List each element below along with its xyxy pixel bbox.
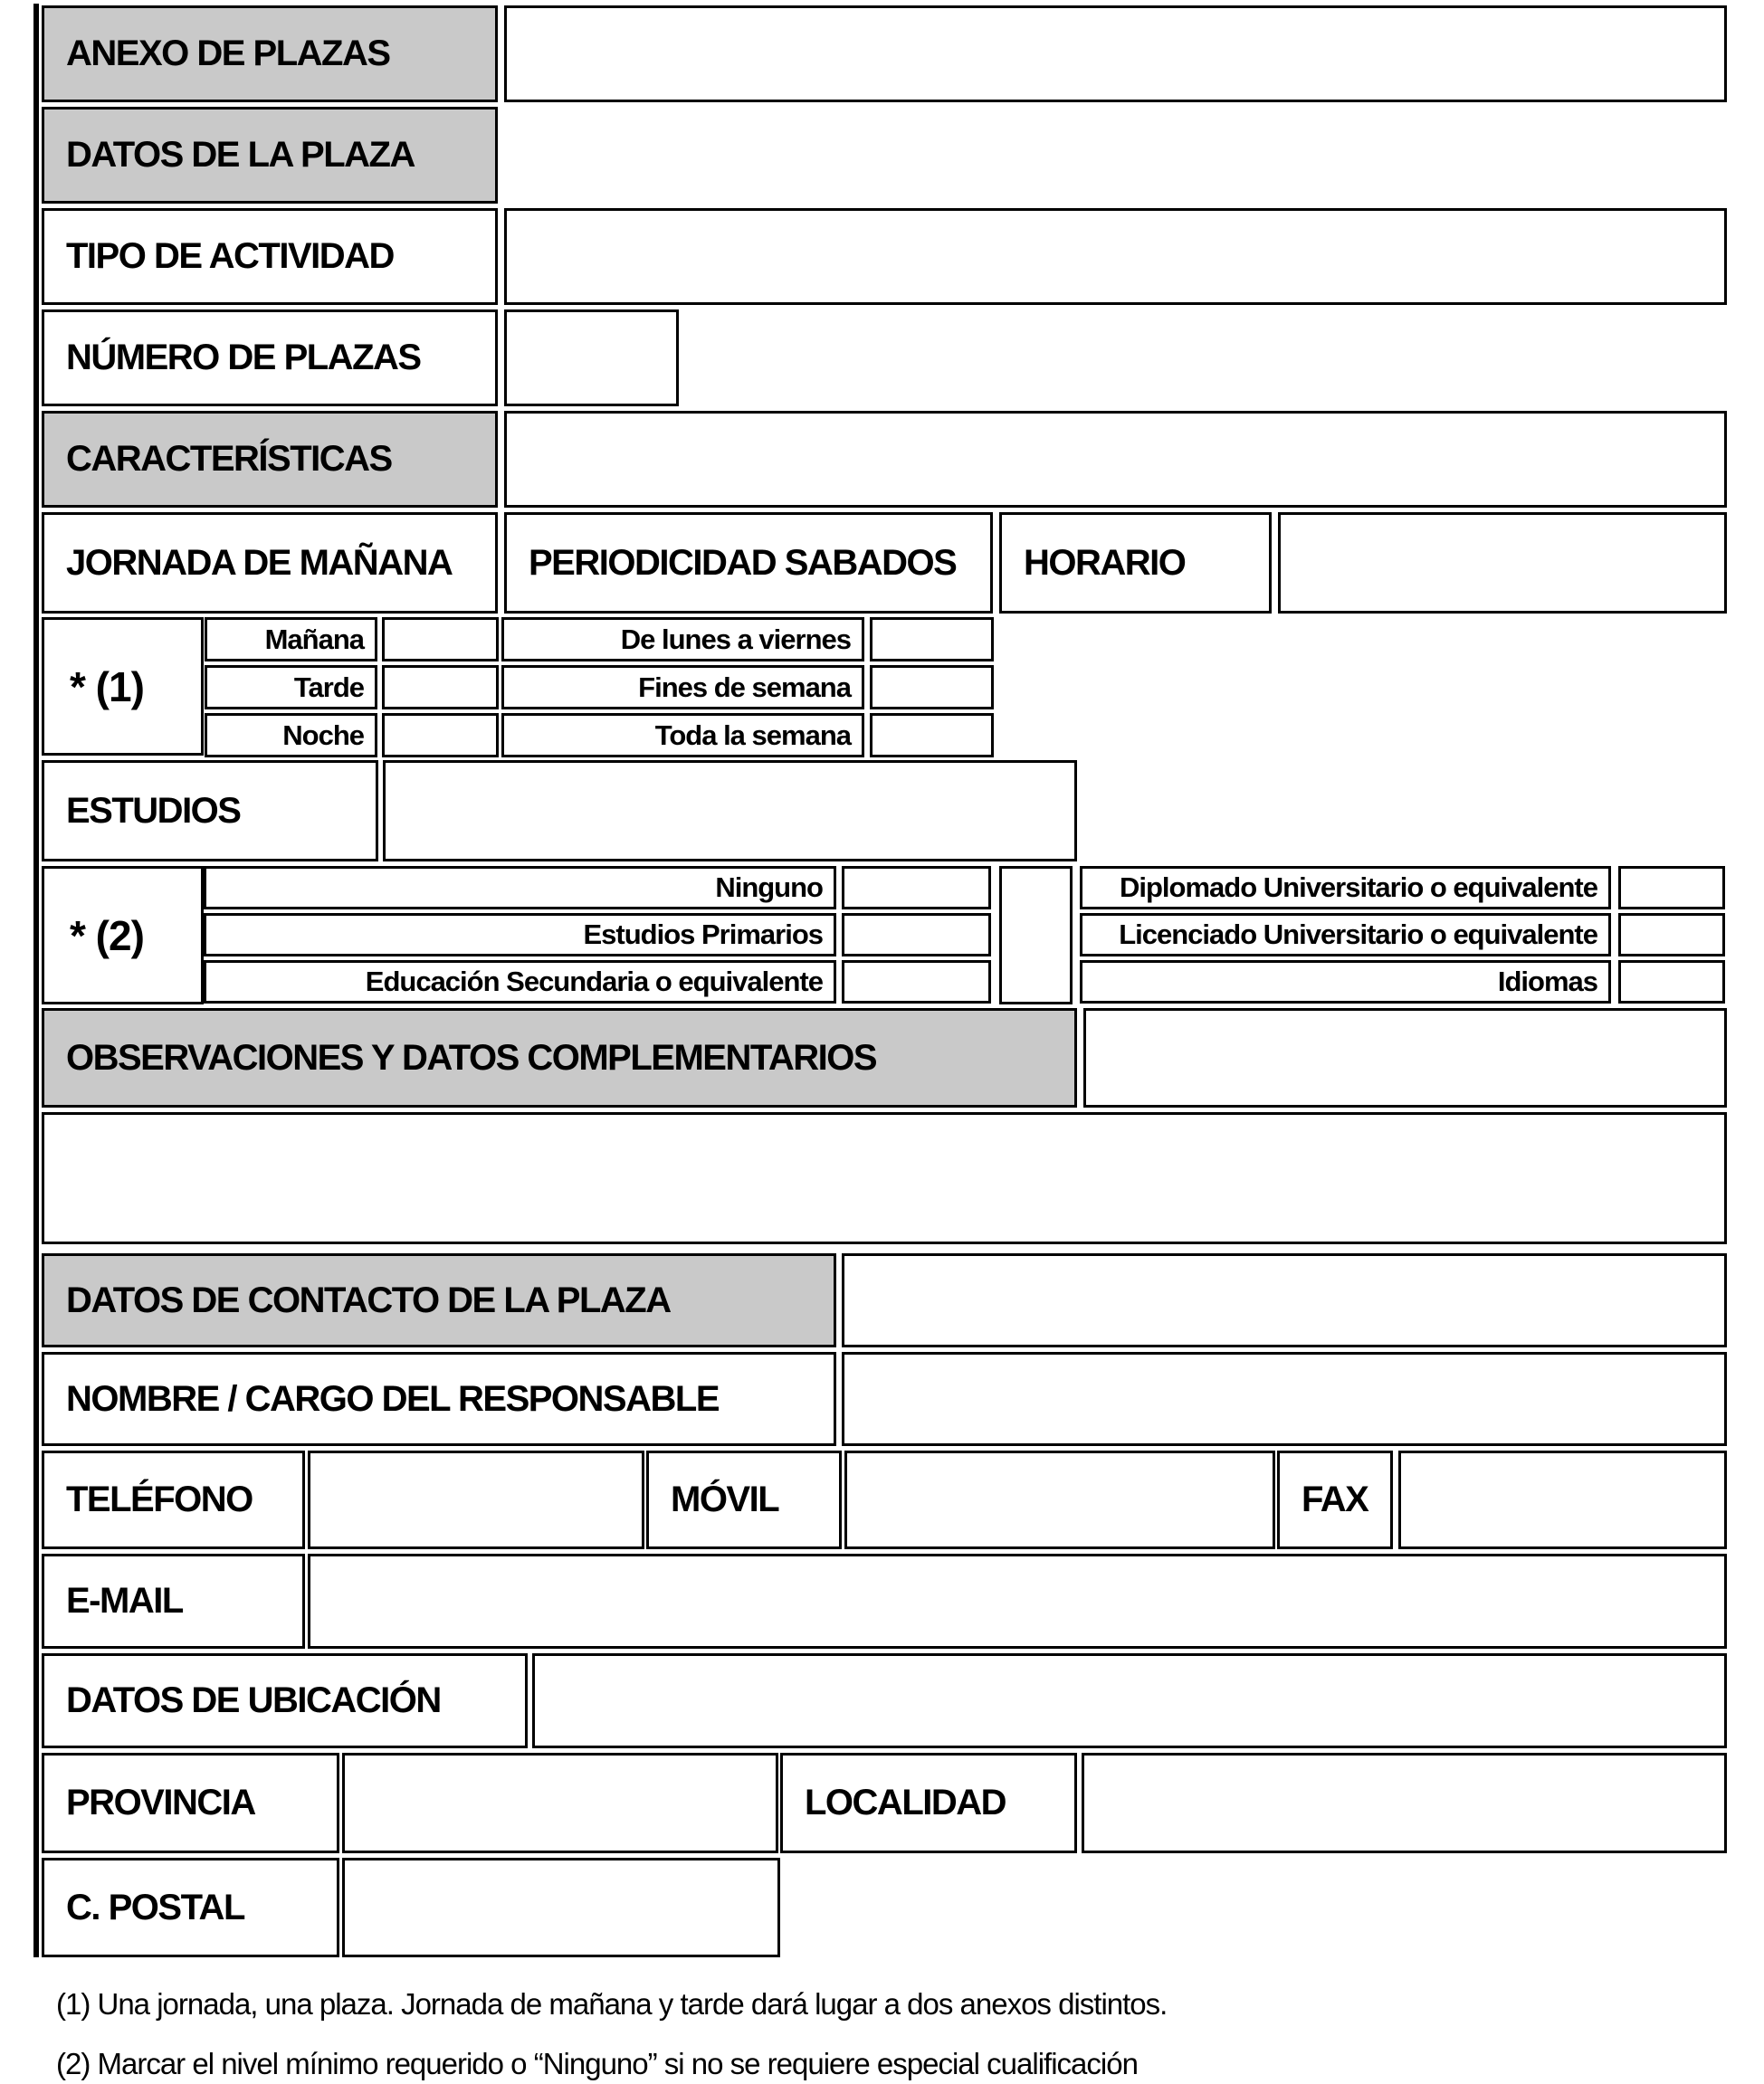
nivel-secundaria-label-cell xyxy=(204,960,836,1004)
fax-field[interactable] xyxy=(1398,1451,1727,1549)
section-header-datos-de-contacto xyxy=(42,1253,836,1347)
telefono-label: TELÉFONO xyxy=(66,1480,253,1519)
movil-label: MÓVIL xyxy=(671,1480,779,1519)
telefono-field[interactable] xyxy=(308,1451,644,1549)
turno-noche-label-cell xyxy=(205,713,377,757)
nivel-diplomado-checkbox[interactable] xyxy=(1618,866,1725,909)
provincia-field[interactable] xyxy=(342,1753,778,1853)
nivel-secundaria-checkbox[interactable] xyxy=(842,960,991,1004)
nivel-secundaria-label: Educación Secundaria o equivalente xyxy=(365,966,823,997)
semana-toda-label: Toda la semana xyxy=(654,718,851,751)
datos-de-ubicacion-field[interactable] xyxy=(532,1653,1727,1748)
semana-lunes-viernes-label: De lunes a viernes xyxy=(620,623,851,655)
footnote-1: (1) Una jornada, una plaza. Jornada de mañana y tarde dará lugar a dos anexos distintos. xyxy=(56,1987,1168,2021)
nivel-licenciado-label-cell xyxy=(1080,913,1611,956)
caracteristicas-label: CARACTERÍSTICAS xyxy=(66,439,392,479)
semana-fines-label: Fines de semana xyxy=(638,671,851,703)
section-header-caracteristicas xyxy=(42,411,498,508)
observaciones-label: OBSERVACIONES Y DATOS COMPLEMENTARIOS xyxy=(66,1037,877,1078)
fax-label: FAX xyxy=(1302,1480,1368,1519)
nivel-primarios-label-cell xyxy=(204,913,836,956)
nombre-cargo-label: NOMBRE / CARGO DEL RESPONSABLE xyxy=(66,1378,719,1419)
periodicidad-sabados-label: PERIODICIDAD SABADOS xyxy=(529,542,957,583)
semana-toda-label-cell xyxy=(501,713,864,757)
estudios-field[interactable] xyxy=(383,760,1077,861)
movil-label-cell xyxy=(646,1451,842,1549)
semana-fines-label-cell xyxy=(501,665,864,709)
ref2-label: * (2) xyxy=(70,911,144,959)
provincia-label-cell xyxy=(42,1753,339,1853)
jornada-de-manana-label-cell xyxy=(42,512,498,614)
observaciones-header-field[interactable] xyxy=(1083,1008,1727,1108)
localidad-label-cell xyxy=(780,1753,1077,1853)
ref2-cell xyxy=(42,866,204,1004)
c-postal-label-cell xyxy=(42,1858,339,1957)
datos-de-contacto-label: DATOS DE CONTACTO DE LA PLAZA xyxy=(66,1280,671,1320)
nivel-primarios-checkbox[interactable] xyxy=(842,913,991,956)
datos-de-la-plaza-label: DATOS DE LA PLAZA xyxy=(66,135,415,175)
c-postal-label: C. POSTAL xyxy=(66,1887,244,1927)
horario-label: HORARIO xyxy=(1024,542,1186,583)
nivel-diplomado-label-cell xyxy=(1080,866,1611,909)
ref1-cell xyxy=(42,617,204,756)
tipo-de-actividad-label: TIPO DE ACTIVIDAD xyxy=(66,236,394,276)
anexo-de-plazas-label: ANEXO DE PLAZAS xyxy=(66,33,390,73)
numero-de-plazas-field[interactable] xyxy=(504,309,679,406)
observaciones-text-field[interactable] xyxy=(42,1112,1727,1244)
anexo-de-plazas-field[interactable] xyxy=(504,5,1727,102)
turno-manana-checkbox[interactable] xyxy=(382,617,499,661)
nivel-ninguno-label: Ninguno xyxy=(715,871,823,903)
turno-noche-checkbox[interactable] xyxy=(382,713,499,757)
fax-label-cell xyxy=(1277,1451,1393,1549)
turno-tarde-label-cell xyxy=(205,665,377,709)
nivel-diplomado-label: Diplomado Universitario o equivalente xyxy=(1119,871,1597,903)
semana-lunes-viernes-checkbox[interactable] xyxy=(870,617,994,661)
nivel-ninguno-checkbox[interactable] xyxy=(842,866,991,909)
email-label-cell xyxy=(42,1554,305,1649)
turno-manana-label: Mañana xyxy=(264,623,364,655)
section-header-anexo-de-plazas xyxy=(42,5,498,102)
section-header-datos-de-la-plaza xyxy=(42,107,498,204)
provincia-label: PROVINCIA xyxy=(66,1783,255,1822)
email-label: E-MAIL xyxy=(66,1581,183,1621)
nivel-idiomas-label: Idiomas xyxy=(1497,966,1597,997)
nivel-idiomas-checkbox[interactable] xyxy=(1618,960,1725,1004)
nivel-licenciado-label: Licenciado Universitario o equivalente xyxy=(1119,918,1597,950)
nivel-primarios-label: Estudios Primarios xyxy=(583,918,823,950)
caracteristicas-field[interactable] xyxy=(504,411,1727,508)
datos-de-contacto-field[interactable] xyxy=(842,1253,1727,1347)
estudios-label: ESTUDIOS xyxy=(66,790,241,831)
periodicidad-sabados-label-cell xyxy=(504,512,993,614)
ref1-label: * (1) xyxy=(70,662,144,710)
turno-tarde-checkbox[interactable] xyxy=(382,665,499,709)
nivel-licenciado-checkbox[interactable] xyxy=(1618,913,1725,956)
niveles-spacer-cell xyxy=(999,866,1073,1004)
semana-lunes-viernes-label-cell xyxy=(501,617,864,661)
turno-manana-label-cell xyxy=(205,617,377,661)
telefono-label-cell xyxy=(42,1451,305,1549)
nivel-idiomas-label-cell xyxy=(1080,960,1611,1004)
tipo-de-actividad-label-cell xyxy=(42,208,498,305)
tipo-de-actividad-field[interactable] xyxy=(504,208,1727,305)
nivel-ninguno-label-cell xyxy=(204,866,836,909)
c-postal-field[interactable] xyxy=(342,1858,780,1957)
turno-tarde-label: Tarde xyxy=(293,671,364,703)
datos-de-ubicacion-label: DATOS DE UBICACIÓN xyxy=(66,1680,441,1720)
semana-fines-checkbox[interactable] xyxy=(870,665,994,709)
horario-label-cell xyxy=(999,512,1272,614)
footnote-2: (2) Marcar el nivel mínimo requerido o “Ninguno” si no se requiere especial cualificación xyxy=(56,2047,1138,2080)
localidad-label: LOCALIDAD xyxy=(805,1783,1006,1822)
turno-noche-label: Noche xyxy=(282,718,364,751)
numero-de-plazas-label: NÚMERO DE PLAZAS xyxy=(66,338,421,377)
horario-field[interactable] xyxy=(1278,512,1727,614)
nombre-cargo-label-cell xyxy=(42,1352,836,1446)
left-frame-rule xyxy=(33,4,39,1957)
email-field[interactable] xyxy=(308,1554,1727,1649)
datos-de-ubicacion-label-cell xyxy=(42,1653,528,1748)
numero-de-plazas-label-cell xyxy=(42,309,498,406)
jornada-de-manana-label: JORNADA DE MAÑANA xyxy=(66,542,453,583)
localidad-field[interactable] xyxy=(1082,1753,1727,1853)
movil-field[interactable] xyxy=(844,1451,1275,1549)
estudios-label-cell xyxy=(42,760,378,861)
section-header-observaciones xyxy=(42,1008,1077,1108)
semana-toda-checkbox[interactable] xyxy=(870,713,994,757)
nombre-cargo-field[interactable] xyxy=(842,1352,1727,1446)
